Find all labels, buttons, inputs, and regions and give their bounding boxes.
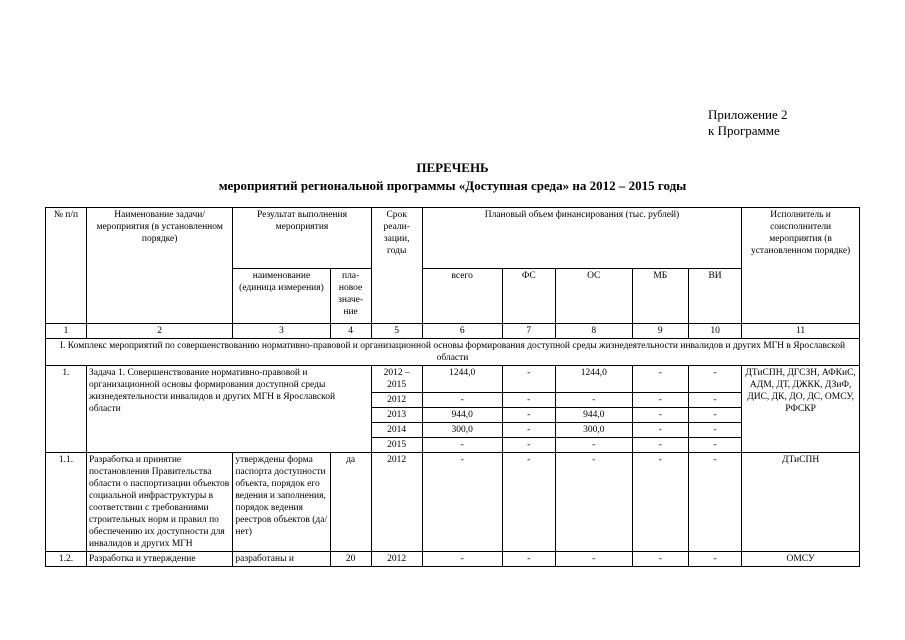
program-table (45, 207, 860, 567)
item-total: - (422, 552, 502, 567)
section-title: I. Комплекс мероприятий по совершенствованию нормативно-правовой и организационной основы формирования доступной среды жизнедеятельности инвалидов и других МГН в Ярославской области (46, 339, 860, 366)
header-row-1 (46, 208, 860, 269)
task1-executor: ДТиСПН, ДГСЗН, АФКиС, АДМ, ДТ, ДЖКК, ДЗиФ, ДИС, ДК, ДО, ДС, ОМСУ, РФСКР (742, 366, 860, 453)
os: - (555, 438, 632, 453)
header-os: ОС (555, 269, 632, 324)
header-result: Результат выполнения мероприятия (233, 208, 371, 269)
item-total: - (422, 453, 502, 552)
header-mb: МБ (632, 269, 688, 324)
item-result: утверждены форма паспорта доступности объекта, порядок его ведения и заполнения, порядок ведения реестров объектов (да/ нет) (233, 453, 330, 552)
task1-mb: - (632, 366, 688, 393)
item-vi: - (688, 453, 741, 552)
document-subtitle: мероприятий региональной программы «Доступная среда» на 2012 – 2015 годы (218, 178, 687, 193)
header-num: № п/п (46, 208, 87, 324)
item-1-2-row (46, 552, 860, 567)
header-executor: Исполнитель и соисполнители мероприятия (в установленном порядке) (742, 208, 860, 324)
fs: - (502, 438, 555, 453)
task1-os: 1244,0 (555, 366, 632, 393)
item-os: - (555, 453, 632, 552)
header-total: всего (422, 269, 502, 324)
task1-name: Задача 1. Совершенствование нормативно-правовой и организационной основы формирования доступной среды жизнедеятельности инвалидов и других МГН в Ярославской области (86, 366, 371, 453)
task1-row (46, 366, 860, 393)
colnum: 5 (371, 324, 422, 339)
section-row (46, 339, 860, 366)
vi: - (688, 438, 741, 453)
task1-fs: - (502, 366, 555, 393)
year: 2015 (371, 438, 422, 453)
task1-vi: - (688, 366, 741, 393)
fs: - (502, 423, 555, 438)
header-result-plan: пла-новое значе-ние (330, 269, 371, 324)
item-mb: - (632, 552, 688, 567)
item-vi: - (688, 552, 741, 567)
item-plan: да (330, 453, 371, 552)
total: - (422, 438, 502, 453)
item-num: 1.2. (46, 552, 87, 567)
year: 2014 (371, 423, 422, 438)
mb: - (632, 423, 688, 438)
os: 300,0 (555, 423, 632, 438)
total: 300,0 (422, 423, 502, 438)
item-mb: - (632, 453, 688, 552)
item-plan: 20 (330, 552, 371, 567)
colnum: 7 (502, 324, 555, 339)
vi: - (688, 393, 741, 408)
os: 944,0 (555, 408, 632, 423)
item-name: Разработка и утверждение (86, 552, 232, 567)
header-result-name: наименование (единица измерения) (233, 269, 330, 324)
colnum: 6 (422, 324, 502, 339)
mb: - (632, 408, 688, 423)
colnum: 9 (632, 324, 688, 339)
mb: - (632, 393, 688, 408)
task1-num: 1. (46, 366, 87, 453)
colnum: 4 (330, 324, 371, 339)
fs: - (502, 393, 555, 408)
header-name: Наименование задачи/ мероприятия (в установленном порядке) (86, 208, 232, 324)
colnum: 10 (688, 324, 741, 339)
mb: - (632, 438, 688, 453)
item-fs: - (502, 552, 555, 567)
total: 944,0 (422, 408, 502, 423)
item-name: Разработка и принятие постановления Правительства области о паспортизации объектов социальной инфраструктуры в соответствии с требованиями строительных норм и правил по обеспечению их доступности для инвалидов и других МГН (86, 453, 232, 552)
item-fs: - (502, 453, 555, 552)
year: 2012 (371, 393, 422, 408)
header-term: Срок реали-зации, годы (371, 208, 422, 324)
colnum: 3 (233, 324, 330, 339)
year: 2013 (371, 408, 422, 423)
item-year: 2012 (371, 453, 422, 552)
appendix-line1: Приложение 2 (708, 107, 788, 122)
task1-year: 2012 – 2015 (371, 366, 422, 393)
item-year: 2012 (371, 552, 422, 567)
appendix-label (708, 107, 788, 139)
os: - (555, 393, 632, 408)
total: - (422, 393, 502, 408)
vi: - (688, 423, 741, 438)
item-executor: ДТиСПН (742, 453, 860, 552)
header-vi: ВИ (688, 269, 741, 324)
header-funding: Плановый объем финансирования (тыс. рублей) (422, 208, 741, 269)
document-title: ПЕРЕЧЕНЬ (416, 160, 489, 175)
fs: - (502, 408, 555, 423)
column-numbers-row (46, 324, 860, 339)
item-executor: ОМСУ (742, 552, 860, 567)
item-os: - (555, 552, 632, 567)
vi: - (688, 408, 741, 423)
appendix-line2: к Программе (708, 123, 780, 138)
task1-total: 1244,0 (422, 366, 502, 393)
item-num: 1.1. (46, 453, 87, 552)
colnum: 11 (742, 324, 860, 339)
item-1-1-row (46, 453, 860, 552)
colnum: 1 (46, 324, 87, 339)
item-result: разработаны и (233, 552, 330, 567)
header-fs: ФС (502, 269, 555, 324)
colnum: 2 (86, 324, 232, 339)
colnum: 8 (555, 324, 632, 339)
